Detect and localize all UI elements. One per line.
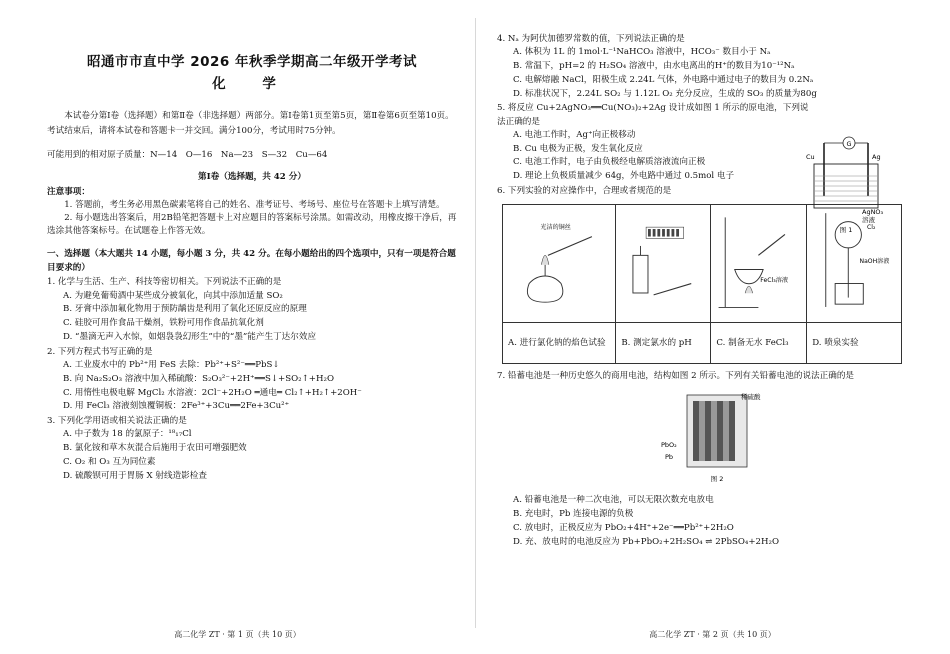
part-1-heading: 一、选择题（本大题共 14 小题，每小题 3 分，共 42 分。在每小题给出的四个选项中，只有一项是符合题目要求的） [47,248,456,273]
fecl3-label: FeCl₃溶液 [760,277,789,285]
option-b: B. Cu 电极为正极，发生氧化反应 [513,143,643,154]
option-d: D. 用 FeCl₃ 溶液刻蚀覆铜板：2Fe³⁺+3Cu══2Fe+3Cu²⁺ [63,401,290,412]
option-a: A. 工业废水中的 Pb²⁺用 FeS 去除：Pb²⁺+S²⁻══PbS↓ [63,360,280,371]
option-b: B. 牙膏中添加氟化物用于预防龋齿是利用了氧化还原反应的原理 [63,304,307,315]
notice-2: 2. 每小题选出答案后，用2B铅笔把答题卡上对应题目的答案标号涂黑。如需改动，用橡皮擦干净后，再选涂其他答案标号。在试题卷上作答无效。 [47,213,457,237]
exam-intro: 本试卷分第Ⅰ卷（选择题）和第Ⅱ卷（非选择题）两部分。第Ⅰ卷第1页至第5页，第Ⅱ卷第6页至第10页。考试结束后，请将本试卷和答题卡一并交回。满分100分，考试用时75分钟。 [47,110,454,136]
option-c: C. 硅胶可用作食品干燥剂，铁粉可用作食品抗氧化剂 [63,318,264,329]
option-c: C. 放电时，正极反应为 PbO₂+4H⁺+2e⁻══Pb²⁺+2H₂O [513,522,734,533]
solution-label-2: 溶液 [862,216,875,224]
page-2-footer: 高二化学 ZT · 第 2 页（共 10 页） [649,630,776,639]
solution-label-1: AgNO₃ [862,208,884,216]
option-b: B. 氯化铵和草木灰混合后施用于农田可增强肥效 [63,443,247,454]
option-d: D. “墨滴无声入水惊，如烟袅袅幻形生”中的“墨”能产生丁达尔效应 [63,331,317,342]
galvanometer-label: G [846,140,852,148]
option-a: A. 铅蓄电池是一种二次电池，可以无限次数充电放电 [513,495,714,506]
question-stem: 7. 铅蓄电池是一种历史悠久的商用电池，结构如图 2 所示。下列有关铅蓄电池的说法正确的是 [497,371,855,382]
experiment-a-image [503,205,616,323]
option-c: C. 电池工作时，电子由负极经电解质溶液流向正极 [513,157,706,168]
cu-electrode-label: Cu [806,153,815,161]
figure-1-caption: 图 1 [839,226,853,234]
exam-title: 昭通市市直中学 2026 年秋季学期高二年级开学考试 [87,54,417,70]
experiment-b-caption: B. 测定氯水的 pH [616,323,711,364]
option-d: D. 充、放电时的电池反应为 Pb+PbO₂+2H₂SO₄ ⇌ 2PbSO₄+2H₂O [513,536,779,547]
experiment-c-image [711,205,807,323]
question-2 [47,346,457,414]
figure-2-lead-acid-battery [657,387,767,485]
question-stem: 1. 化学与生活、生产、科技等密切相关。下列说法不正确的是 [47,277,282,288]
notice-1: 1. 答题前，考生务必用黑色碳素笔将自己的姓名、准考证号、考场号、座位号在答题卡上填写清楚。 [64,200,445,211]
question-stem: 4. Nₐ 为阿伏加德罗常数的值，下列说法正确的是 [497,34,685,44]
question-stem: 6. 下列实验的对应操作中，合理或者规范的是 [497,185,672,196]
option-d: D. 标准状况下，2.24L SO₂ 与 1.12L O₂ 充分反应，生成的 SO₃ 的质量为80g [513,88,817,99]
page-2 [475,0,950,654]
cl2-label: Cl₂ [867,224,876,232]
question-stem: 3. 下列化学用语或相关说法正确的是 [47,416,187,427]
option-a: A. 电池工作时，Ag⁺向正极移动 [513,129,636,140]
exam-subject: 化 学 [212,76,292,93]
question-7 [497,370,910,549]
question-1 [47,276,457,344]
pb-label: Pb [665,453,674,462]
figure-1-galvanic-cell [804,134,894,234]
question-stem: 2. 下列方程式书写正确的是 [47,346,153,357]
copper-wire-label: 光洁的铜丝 [540,224,571,232]
atomic-masses: 可能用到的相对原子质量：N—14 O—16 Na—23 S—32 Cu—64 [47,149,328,160]
option-b: B. 常温下，pH=2 的 H₂SO₄ 溶液中，由水电离出的H⁺的数目为10⁻¹²Nₐ [513,61,795,72]
option-c: C. 电解熔融 NaCl，阳极生成 2.24L 气体，外电路中通过电子的数目为 0.2Nₐ [513,74,814,85]
option-a: A. 体积为 1L 的 1mol·L⁻¹NaHCO₃ 溶液中，HCO₃⁻ 数目小于 Nₐ [513,47,771,58]
question-3 [47,415,457,483]
page-1-footer: 高二化学 ZT · 第 1 页（共 10 页） [174,630,301,639]
section-1-heading: 第Ⅰ卷（选择题，共 42 分） [198,172,306,183]
option-a: A. 为避免葡萄酒中某些成分被氧化，向其中添加适量 SO₂ [63,290,283,301]
option-d: D. 理论上负极质量减少 64g，外电路中通过 0.5mol 电子 [513,171,735,182]
experiment-d-caption: D. 喷泉实验 [807,323,902,364]
option-b: B. 充电时，Pb 连接电源的负极 [513,509,634,520]
option-b: B. 向 Na₂S₂O₃ 溶液中加入稀硫酸：S₂O₃²⁻+2H⁺══S↓+SO₂↑+H₂O [63,373,334,384]
option-d: D. 硫酸钡可用于胃肠 X 射线造影检查 [63,470,207,481]
option-c: C. O₂ 和 O₃ 互为同位素 [63,456,156,467]
experiment-b-image [616,205,711,323]
question-stem: 5. 将反应 Cu+2AgNO₃══Cu(NO₃)₂+2Ag 设计成如图 1 所示的原电池，下列说法正确的是 [497,103,809,127]
question-4 [497,33,910,101]
ag-electrode-label: Ag [872,153,881,161]
experiment-c-caption: C. 制备无水 FeCl₃ [711,323,807,364]
experiment-a-caption: A. 进行氯化钠的焰色试验 [503,323,616,364]
notice-heading: 注意事项： [47,187,90,198]
pbo2-label: PbO₂ [661,441,677,450]
naoh-label: NaOH溶液 [859,258,890,266]
option-a: A. 中子数为 18 的氯原子：¹⁸₁₇Cl [63,429,192,440]
acid-label: 稀硫酸 [741,393,761,402]
option-c: C. 用惰性电极电解 MgCl₂ 水溶液：2Cl⁻+2H₂O ═通电═ Cl₂↑+H₂↑+2OH⁻ [63,387,362,398]
figure-2-caption: 图 2 [710,475,724,484]
